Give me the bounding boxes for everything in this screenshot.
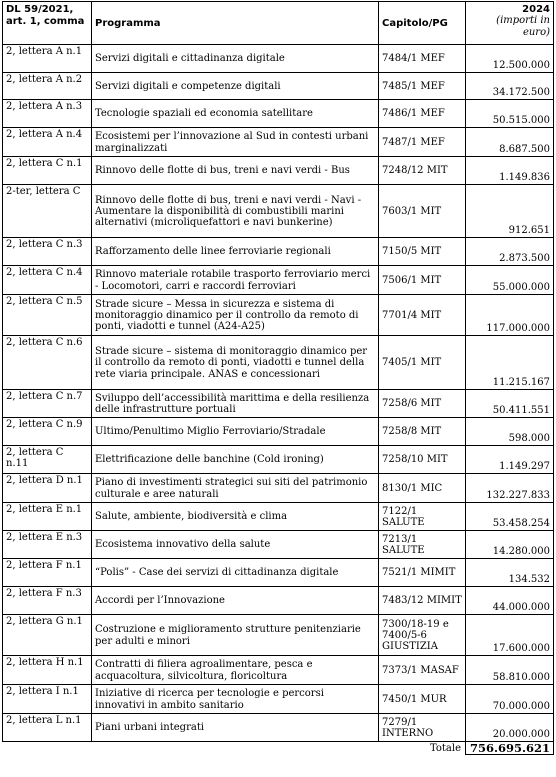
row-programma: Piano di investimenti strategici sui siti del patrimonio culturale e aree naturali xyxy=(92,474,379,503)
row-capitolo: 7150/5 MIT xyxy=(379,238,466,266)
header-unit: (importi in euro) xyxy=(496,15,550,38)
table-row xyxy=(3,474,554,503)
row-ref: 2, lettera E n.3 xyxy=(3,531,92,559)
table-row xyxy=(3,714,554,742)
row-importo: 70.000.000 xyxy=(466,685,554,714)
row-importo: 1.149.297 xyxy=(466,446,554,474)
row-programma: Ultimo/Penultimo Miglio Ferroviario/Stradale xyxy=(92,418,379,446)
row-programma: Sviluppo dell’accessibilità marittima e della resilienza delle infrastrutture portuali xyxy=(92,390,379,418)
row-capitolo: 7258/10 MIT xyxy=(379,446,466,474)
row-ref: 2, lettera A n.2 xyxy=(3,73,92,100)
table-row xyxy=(3,100,554,128)
row-programma: Piani urbani integrati xyxy=(92,714,379,742)
row-ref: 2, lettera C n.4 xyxy=(3,266,92,295)
row-importo: 117.000.000 xyxy=(466,295,554,336)
row-ref: 2, lettera H n.1 xyxy=(3,656,92,685)
total-value: 756.695.621 xyxy=(466,742,554,755)
funding-table xyxy=(2,1,554,755)
row-programma: Iniziative di ricerca per tecnologie e percorsi innovativi in ambito sanitario xyxy=(92,685,379,714)
row-capitolo: 7521/1 MIMIT xyxy=(379,559,466,587)
header-ref: DL 59/2021, art. 1, comma xyxy=(3,2,92,45)
row-ref: 2, lettera C n.11 xyxy=(3,446,92,474)
row-importo: 53.458.254 xyxy=(466,503,554,531)
table-row xyxy=(3,418,554,446)
row-programma: Rinnovo delle flotte di bus, treni e navi verdi - Navi - Aumentare la disponibilità di combustibili marini alternativi (microliquefattori e navi bunkerine) xyxy=(92,185,379,238)
row-importo: 50.515.000 xyxy=(466,100,554,128)
row-ref: 2, lettera E n.1 xyxy=(3,503,92,531)
table-header-row xyxy=(3,2,554,45)
row-importo: 17.600.000 xyxy=(466,615,554,656)
table-row xyxy=(3,587,554,615)
row-ref: 2, lettera L n.1 xyxy=(3,714,92,742)
row-capitolo: 8130/1 MIC xyxy=(379,474,466,503)
row-programma: Elettrificazione delle banchine (Cold ironing) xyxy=(92,446,379,474)
table-row xyxy=(3,685,554,714)
row-capitolo: 7701/4 MIT xyxy=(379,295,466,336)
row-ref: 2, lettera G n.1 xyxy=(3,615,92,656)
row-capitolo: 7487/1 MEF xyxy=(379,128,466,157)
row-capitolo: 7279/1 INTERNO xyxy=(379,714,466,742)
row-ref: 2, lettera A n.3 xyxy=(3,100,92,128)
row-programma: Rinnovo delle flotte di bus, treni e navi verdi - Bus xyxy=(92,157,379,185)
row-programma: Ecosistema innovativo della salute xyxy=(92,531,379,559)
table-row xyxy=(3,73,554,100)
table-row xyxy=(3,656,554,685)
table-row xyxy=(3,157,554,185)
table-row xyxy=(3,615,554,656)
row-ref: 2, lettera I n.1 xyxy=(3,685,92,714)
table-row xyxy=(3,128,554,157)
row-importo: 58.810.000 xyxy=(466,656,554,685)
row-ref: 2, lettera F n.3 xyxy=(3,587,92,615)
table-row xyxy=(3,503,554,531)
row-capitolo: 7485/1 MEF xyxy=(379,73,466,100)
row-capitolo: 7373/1 MASAF xyxy=(379,656,466,685)
row-programma: Strade sicure – Messa in sicurezza e sistema di monitoraggio dinamico per il controllo da remoto di ponti, viadotti e tunnel (A24-A25) xyxy=(92,295,379,336)
row-importo: 44.000.000 xyxy=(466,587,554,615)
row-importo: 14.280.000 xyxy=(466,531,554,559)
row-ref: 2, lettera C n.3 xyxy=(3,238,92,266)
row-importo: 132.227.833 xyxy=(466,474,554,503)
row-importo: 20.000.000 xyxy=(466,714,554,742)
table-row xyxy=(3,266,554,295)
row-capitolo: 7506/1 MIT xyxy=(379,266,466,295)
row-capitolo: 7248/12 MIT xyxy=(379,157,466,185)
row-importo: 11.215.167 xyxy=(466,336,554,390)
row-programma: Salute, ambiente, biodiversità e clima xyxy=(92,503,379,531)
row-importo: 134.532 xyxy=(466,559,554,587)
row-programma: Servizi digitali e competenze digitali xyxy=(92,73,379,100)
table-row xyxy=(3,446,554,474)
table-row xyxy=(3,390,554,418)
total-row xyxy=(3,742,554,755)
table-row xyxy=(3,295,554,336)
row-capitolo: 7483/12 MIMIT xyxy=(379,587,466,615)
row-programma: Ecosistemi per l’innovazione al Sud in contesti urbani marginalizzati xyxy=(92,128,379,157)
header-amount xyxy=(466,2,554,45)
row-ref: 2, lettera C n.1 xyxy=(3,157,92,185)
row-importo: 50.411.551 xyxy=(466,390,554,418)
table-row xyxy=(3,45,554,73)
header-year: 2024 xyxy=(522,4,550,15)
row-importo: 55.000.000 xyxy=(466,266,554,295)
table-row xyxy=(3,531,554,559)
table-row xyxy=(3,559,554,587)
row-capitolo: 7213/1 SALUTE xyxy=(379,531,466,559)
row-ref: 2, lettera C n.6 xyxy=(3,336,92,390)
total-label: Totale xyxy=(429,743,461,755)
row-ref: 2, lettera C n.7 xyxy=(3,390,92,418)
row-ref: 2, lettera C n.9 xyxy=(3,418,92,446)
table-row xyxy=(3,336,554,390)
row-importo: 12.500.000 xyxy=(466,45,554,73)
row-capitolo: 7603/1 MIT xyxy=(379,185,466,238)
row-programma: “Polis” - Case dei servizi di cittadinanza digitale xyxy=(92,559,379,587)
row-programma: Accordi per l’Innovazione xyxy=(92,587,379,615)
table-body xyxy=(3,45,554,742)
row-capitolo: 7258/8 MIT xyxy=(379,418,466,446)
row-importo: 912.651 xyxy=(466,185,554,238)
row-capitolo: 7258/6 MIT xyxy=(379,390,466,418)
row-programma: Strade sicure – sistema di monitoraggio dinamico per il controllo da remoto di ponti, viadotti e tunnel della rete viaria principale. ANAS e concessionari xyxy=(92,336,379,390)
row-capitolo: 7450/1 MUR xyxy=(379,685,466,714)
row-importo: 1.149.836 xyxy=(466,157,554,185)
header-programma: Programma xyxy=(92,2,379,45)
row-capitolo: 7122/1 SALUTE xyxy=(379,503,466,531)
row-ref: 2-ter, lettera C xyxy=(3,185,92,238)
row-ref: 2, lettera A n.4 xyxy=(3,128,92,157)
row-importo: 8.687.500 xyxy=(466,128,554,157)
row-programma: Costruzione e miglioramento strutture penitenziarie per adulti e minori xyxy=(92,615,379,656)
row-importo: 2.873.500 xyxy=(466,238,554,266)
table-row xyxy=(3,185,554,238)
row-capitolo: 7486/1 MEF xyxy=(379,100,466,128)
row-ref: 2, lettera C n.5 xyxy=(3,295,92,336)
row-ref: 2, lettera F n.1 xyxy=(3,559,92,587)
row-ref: 2, lettera D n.1 xyxy=(3,474,92,503)
row-capitolo: 7405/1 MIT xyxy=(379,336,466,390)
row-programma: Servizi digitali e cittadinanza digitale xyxy=(92,45,379,73)
row-programma: Contratti di filiera agroalimentare, pesca e acquacoltura, silvicoltura, floricoltura xyxy=(92,656,379,685)
row-ref: 2, lettera A n.1 xyxy=(3,45,92,73)
row-programma: Tecnologie spaziali ed economia satellitare xyxy=(92,100,379,128)
row-capitolo: 7300/18-19 e 7400/5-6 GIUSTIZIA xyxy=(379,615,466,656)
row-programma: Rafforzamento delle linee ferroviarie regionali xyxy=(92,238,379,266)
table-row xyxy=(3,238,554,266)
row-importo: 34.172.500 xyxy=(466,73,554,100)
row-programma: Rinnovo materiale rotabile trasporto ferroviario merci - Locomotori, carri e raccordi ferroviari xyxy=(92,266,379,295)
row-capitolo: 7484/1 MEF xyxy=(379,45,466,73)
header-capitolo: Capitolo/PG xyxy=(379,2,466,45)
row-importo: 598.000 xyxy=(466,418,554,446)
